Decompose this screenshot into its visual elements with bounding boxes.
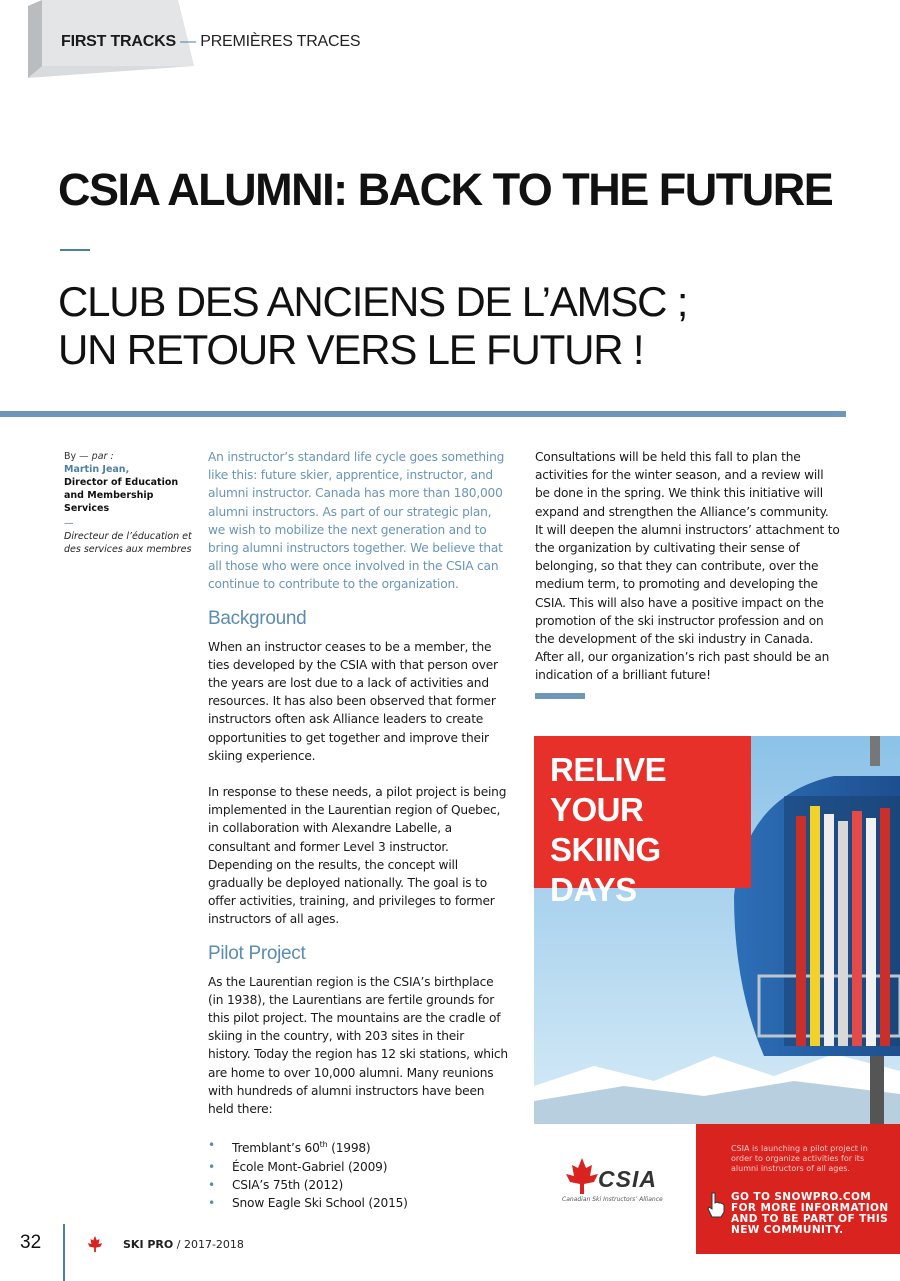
author-role-fr: Directeur de l’éducation et des services aux membres: [64, 531, 192, 555]
list-item-after: (1998): [327, 1141, 371, 1156]
list-item: [208, 1176, 508, 1194]
section-fr: PREMIÈRES TRACES: [200, 33, 361, 50]
header-rule: [0, 411, 846, 417]
byline-by-en: By: [64, 451, 77, 462]
heading-background: Background: [208, 607, 307, 629]
publication-issue: / 2017-2018: [173, 1238, 244, 1251]
list-item-sup: th: [319, 1140, 328, 1150]
list-item-text: Snow Eagle Ski School (2015): [232, 1195, 408, 1210]
page-number: 32: [20, 1232, 42, 1253]
csia-logo: [562, 1156, 682, 1216]
byline-by: [64, 450, 194, 463]
list-item: [208, 1194, 508, 1212]
section-separator: —: [175, 33, 201, 50]
list-item: [208, 1158, 508, 1176]
ad-note: CSIA is launching a pilot project in order to organize activities for its alumni instructors of all ages.: [731, 1144, 868, 1173]
paragraph-pilot: As the Laurentian region is the CSIA’s birthplace (in 1938), the Laurentians are fertile grounds for this pilot project. The mountains are the cradle of skiing in the country, with 203 sites in their history. Today the region has 12 ski stations, which are home to over 10,000 alumni. Many reunions with hundreds of alumni instructors have been held there:: [208, 974, 508, 1117]
list-item: [208, 1136, 508, 1157]
section-tab: [28, 0, 361, 78]
ad-headline-box: [534, 736, 751, 908]
list-item-text: Tremblant’s 60: [232, 1141, 320, 1156]
title-french: [58, 278, 687, 374]
article-column-1: [208, 448, 508, 1212]
section-label: [61, 33, 360, 51]
byline: [64, 450, 194, 556]
reunions-list: [208, 1136, 508, 1212]
author-role-en: Director of Education and Membership Services: [64, 477, 179, 514]
pointer-hand-icon: [706, 1192, 726, 1218]
byline-par: — par :: [76, 451, 114, 462]
title-english: CSIA ALUMNI: BACK TO THE FUTURE: [58, 164, 833, 215]
maple-leaf-icon: [85, 1235, 105, 1253]
skis: [796, 806, 890, 1046]
column-end-mark: [535, 693, 585, 699]
title-divider: [60, 249, 90, 251]
ad-info-box: [696, 1124, 900, 1254]
author-name: Martin Jean,: [64, 464, 130, 475]
ad-logo-area: [534, 1124, 696, 1254]
publication-info: [123, 1238, 244, 1251]
csia-logo-subtitle: Canadian Ski Instructors’ Alliance: [562, 1196, 663, 1203]
byline-dash: —: [64, 518, 74, 529]
section-en: FIRST TRACKS: [61, 33, 176, 50]
list-item-text: École Mont-Gabriel (2009): [232, 1159, 388, 1174]
list-item-text: CSIA’s 75th (2012): [232, 1177, 344, 1192]
paragraph-background-1: When an instructor ceases to be a member, the ties developed by the CSIA with that person over the years are lost due to a lack of activities and resources. It has also been observed that former instructors often ask Alliance leaders to create opportunities to get together and improve their skiing experience.: [208, 639, 498, 763]
title-french-line-2: UN RETOUR VERS LE FUTUR !: [58, 326, 644, 373]
ad-headline: RELIVE YOUR SKIING DAYS: [550, 751, 667, 908]
csia-logo-word: CSIA: [598, 1166, 657, 1192]
heading-pilot-project: Pilot Project: [208, 942, 306, 964]
title-french-line-1: CLUB DES ANCIENS DE L’AMSC ;: [58, 278, 688, 325]
article-intro: An instructor’s standard life cycle goes something like this: future skier, apprentice, instructor, and alumni instructor. Canada has more than 180,000 alumni instructors. As part of our strategic plan, we wish to mobilize the next generation and to bring alumni instructors together. We believe that all those who were once involved in the CSIA can continue to contribute to the organization.: [208, 450, 505, 592]
paragraph-background-2: In response to these needs, a pilot project is being implemented in the Laurentian region of Quebec, in collaboration with Alexandre Labelle, a consultant and former Level 3 instructor. Depending on the results, the concept will gradually be deployed nationally. The goal is to offer activities, training, and privileges to former instructors of all ages.: [208, 785, 507, 927]
paragraph-consultations: Consultations will be held this fall to plan the activities for the winter season, and a review will be done in the spring. We think this initiative will expand and strengthen the Alliance’s community. It will deepen the alumni instructors’ attachment to the organization by cultivating their sense of belonging, so that they can contribute, over the medium term, to promoting and developing the CSIA. This will also have a positive impact on the promotion of the ski instructor profession and on the development of the ski industry in Canada. After all, our organization’s rich past should be an indication of a brilliant future!: [535, 450, 840, 683]
advertisement[interactable]: [534, 736, 900, 1254]
footer-divider: [63, 1224, 65, 1281]
maple-leaf-icon: [562, 1156, 602, 1196]
ad-call-to-action[interactable]: GO TO SNOWPRO.COM FOR MORE INFORMATION AND TO BE PART OF THIS NEW COMMUNITY.: [731, 1191, 889, 1236]
publication-name: SKI PRO: [123, 1238, 174, 1251]
article-column-2: [535, 448, 840, 685]
